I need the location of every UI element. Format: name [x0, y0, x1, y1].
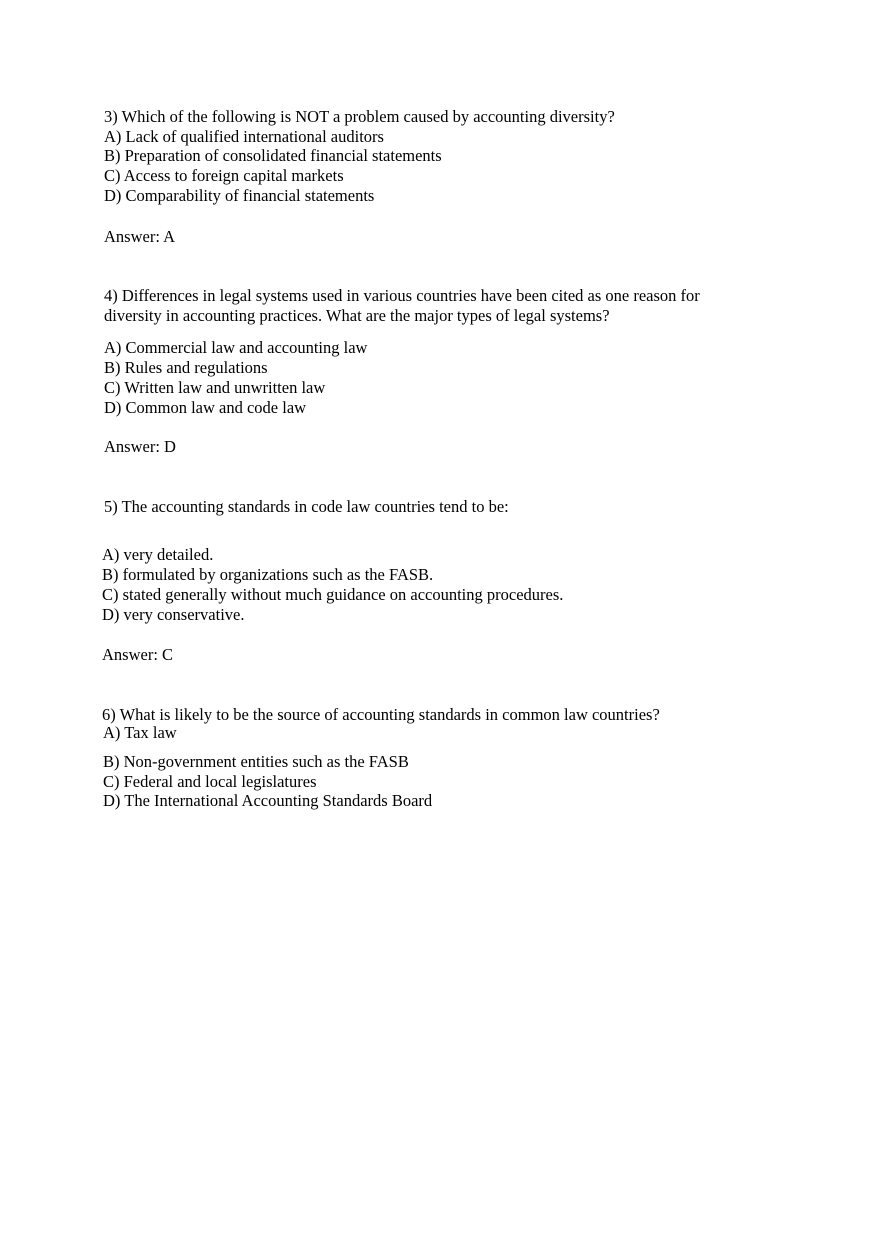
- question-3-option-a: A) Lack of qualified international auditors: [104, 127, 384, 146]
- question-6-option-b: B) Non-government entities such as the FASB: [103, 752, 409, 771]
- question-3-answer: Answer: A: [104, 227, 176, 246]
- question-6-option-d: D) The International Accounting Standards Board: [103, 791, 433, 810]
- question-3-stem: 3) Which of the following is NOT a problem caused by accounting diversity?: [104, 107, 615, 126]
- question-5-option-d: D) very conservative.: [102, 605, 245, 624]
- question-3-option-c: C) Access to foreign capital markets: [104, 166, 344, 185]
- question-4-option-d: D) Common law and code law: [104, 398, 307, 417]
- question-4-answer: Answer: D: [104, 437, 176, 456]
- question-4-stem-line-1: 4) Differences in legal systems used in various countries have been cited as one reason for: [104, 286, 700, 305]
- question-5-option-a: A) very detailed.: [102, 545, 214, 564]
- question-4-option-b: B) Rules and regulations: [104, 358, 268, 377]
- question-5-option-b: B) formulated by organizations such as the FASB.: [102, 565, 434, 584]
- question-4-stem-line-2: diversity in accounting practices. What are the major types of legal systems?: [104, 306, 610, 325]
- question-5-option-c: C) stated generally without much guidance on accounting procedures.: [102, 585, 564, 604]
- question-4-option-a: A) Commercial law and accounting law: [104, 338, 368, 357]
- question-6-option-c: C) Federal and local legislatures: [103, 772, 317, 791]
- question-6-option-a: A) Tax law: [103, 723, 177, 742]
- question-4-option-c: C) Written law and unwritten law: [104, 378, 326, 397]
- question-6-stem: 6) What is likely to be the source of accounting standards in common law countries?: [102, 705, 660, 724]
- question-5-stem: 5) The accounting standards in code law countries tend to be:: [104, 497, 509, 516]
- question-3-option-b: B) Preparation of consolidated financial statements: [104, 146, 442, 165]
- question-5-answer: Answer: C: [102, 645, 174, 664]
- question-3-option-d: D) Comparability of financial statements: [104, 186, 375, 205]
